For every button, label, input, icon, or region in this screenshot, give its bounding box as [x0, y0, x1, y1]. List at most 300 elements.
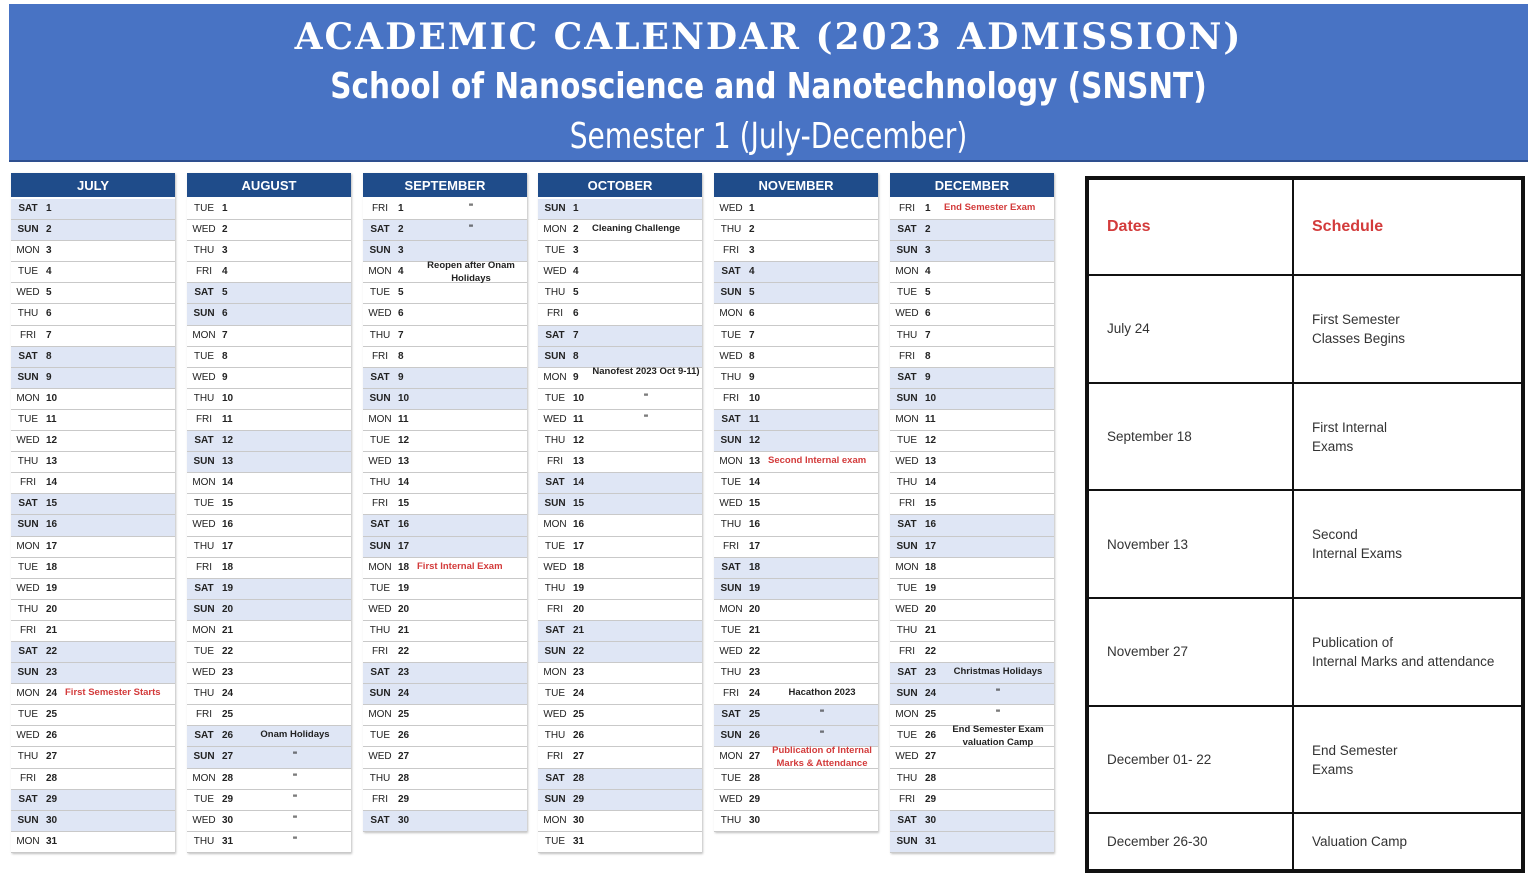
day-number: 5	[573, 287, 579, 299]
day-row	[538, 663, 702, 684]
day-number: 28	[573, 772, 585, 784]
day-number: 1	[398, 203, 404, 214]
day-row	[187, 726, 351, 747]
schedule-column-header: Schedule	[1293, 179, 1522, 275]
weekday-label: WED	[192, 667, 216, 679]
day-number: 6	[749, 308, 755, 320]
weekday-label: SUN	[896, 392, 918, 404]
weekday-label: SUN	[544, 645, 566, 657]
day-event: End Semester Exam valuation Camp	[952, 724, 1044, 749]
weekday-label: THU	[193, 540, 215, 552]
day-row	[538, 832, 702, 853]
day-number: 6	[46, 308, 52, 320]
day-number: 12	[749, 435, 761, 447]
weekday-label: THU	[193, 835, 215, 847]
day-number: 7	[573, 329, 579, 341]
day-row	[187, 790, 351, 811]
day-row	[714, 621, 878, 642]
day-row	[187, 410, 351, 431]
weekday-label: TUE	[897, 730, 917, 742]
schedule-date: November 27	[1088, 598, 1293, 706]
day-number: 4	[925, 266, 931, 278]
schedule-date: December 26-30	[1088, 813, 1293, 870]
day-event: "	[292, 750, 298, 762]
day-row	[11, 621, 175, 642]
weekday-label: SUN	[17, 519, 39, 531]
day-number: 21	[925, 624, 937, 636]
weekday-label: TUE	[545, 688, 565, 700]
day-number: 28	[749, 772, 761, 784]
weekday-label: THU	[193, 688, 215, 700]
day-event: "	[292, 813, 298, 825]
weekday-label: WED	[719, 793, 743, 805]
day-row	[890, 832, 1054, 853]
day-row	[714, 220, 878, 241]
day-number: 22	[925, 645, 937, 657]
weekday-label: TUE	[18, 561, 38, 573]
day-event: Cleaning Challenge	[592, 223, 681, 235]
day-row	[890, 347, 1054, 368]
weekday-label: TUE	[545, 392, 565, 404]
day-number: 21	[749, 624, 761, 636]
day-row	[890, 494, 1054, 515]
day-number: 3	[46, 245, 52, 257]
weekday-label: FRI	[546, 751, 564, 763]
weekday-label: FRI	[546, 308, 564, 320]
day-number: 12	[46, 435, 58, 447]
day-row	[187, 283, 351, 304]
day-row	[363, 283, 527, 304]
day-number: 17	[222, 540, 234, 552]
weekday-label: MON	[719, 751, 743, 763]
weekday-label: SUN	[193, 603, 215, 615]
day-number: 30	[573, 814, 585, 826]
day-row	[11, 220, 175, 241]
day-event: End Semester Exam	[944, 202, 1036, 213]
weekday-label: SUN	[17, 814, 39, 826]
day-row	[890, 684, 1054, 705]
weekday-label: SUN	[544, 793, 566, 805]
day-row	[538, 537, 702, 558]
day-row	[11, 790, 175, 811]
day-number: 17	[749, 540, 761, 552]
day-event: Christmas Holidays	[953, 666, 1043, 678]
weekday-label: SAT	[370, 224, 390, 236]
weekday-label: THU	[720, 224, 742, 236]
day-number: 15	[573, 498, 585, 510]
day-row	[11, 262, 175, 283]
day-number: 3	[573, 245, 579, 257]
day-event: "	[819, 729, 825, 741]
day-number: 10	[398, 392, 410, 404]
weekday-label: WED	[192, 371, 216, 383]
day-number: 2	[222, 224, 228, 236]
schedule-date: September 18	[1088, 383, 1293, 491]
day-row	[187, 832, 351, 853]
day-row	[538, 642, 702, 663]
day-row	[890, 747, 1054, 768]
day-number: 16	[573, 519, 585, 531]
day-number: 22	[222, 645, 234, 657]
weekday-label: WED	[543, 266, 567, 278]
day-row	[890, 368, 1054, 389]
weekday-label: TUE	[545, 245, 565, 257]
weekday-label: MON	[543, 224, 567, 236]
day-number: 8	[398, 350, 404, 362]
weekday-label: TUE	[721, 329, 741, 341]
weekday-label: WED	[719, 350, 743, 362]
day-number: 4	[46, 266, 52, 278]
day-number: 16	[46, 519, 58, 531]
day-number: 13	[749, 456, 761, 468]
day-number: 14	[749, 477, 761, 489]
weekday-label: FRI	[371, 203, 389, 214]
day-number: 20	[222, 603, 234, 615]
day-row	[890, 410, 1054, 431]
day-number: 20	[46, 603, 58, 615]
day-number: 3	[925, 245, 931, 257]
day-row	[714, 452, 878, 473]
day-row	[890, 199, 1054, 220]
weekday-label: SAT	[194, 435, 214, 447]
day-row	[890, 304, 1054, 325]
day-number: 24	[398, 688, 410, 700]
weekday-label: WED	[16, 287, 40, 299]
weekday-label: SAT	[721, 709, 741, 721]
day-row	[363, 347, 527, 368]
weekday-label: WED	[368, 456, 392, 468]
day-row	[363, 705, 527, 726]
day-number: 28	[46, 772, 58, 784]
day-row	[187, 769, 351, 790]
day-row	[363, 389, 527, 410]
weekday-label: FRI	[722, 392, 740, 404]
day-row	[363, 726, 527, 747]
day-row	[187, 473, 351, 494]
day-number: 2	[573, 224, 579, 236]
weekday-label: TUE	[194, 645, 214, 657]
day-event: Second Internal exam	[768, 455, 867, 467]
month-october	[538, 173, 702, 853]
day-row	[538, 452, 702, 473]
day-number: 2	[749, 224, 755, 236]
day-row	[363, 262, 527, 283]
day-number: 29	[46, 793, 58, 805]
day-event: "	[643, 391, 649, 403]
day-row	[363, 431, 527, 452]
weekday-label: THU	[896, 477, 918, 489]
day-row	[11, 431, 175, 452]
weekday-label: MON	[895, 266, 919, 278]
day-row	[538, 283, 702, 304]
weekday-label: WED	[192, 519, 216, 531]
weekday-label: TUE	[897, 435, 917, 447]
weekday-label: WED	[719, 203, 743, 214]
day-row	[890, 515, 1054, 536]
weekday-label: WED	[368, 603, 392, 615]
weekday-label: THU	[544, 287, 566, 299]
weekday-label: FRI	[19, 329, 37, 341]
weekday-label: TUE	[194, 498, 214, 510]
day-number: 24	[749, 688, 761, 700]
day-row	[714, 769, 878, 790]
weekday-label: SUN	[896, 835, 918, 847]
day-number: 23	[222, 667, 234, 679]
day-number: 5	[46, 287, 52, 299]
day-number: 3	[398, 245, 404, 257]
day-row	[890, 600, 1054, 621]
day-row	[187, 326, 351, 347]
weekday-label: SAT	[721, 413, 741, 425]
day-number: 13	[573, 456, 585, 468]
weekday-label: FRI	[722, 245, 740, 257]
day-number: 24	[222, 688, 234, 700]
day-row	[714, 262, 878, 283]
weekday-label: MON	[192, 477, 216, 489]
day-row	[11, 241, 175, 262]
day-row	[890, 241, 1054, 262]
day-row	[11, 663, 175, 684]
day-row	[890, 220, 1054, 241]
weekday-label: WED	[16, 435, 40, 447]
weekday-label: THU	[720, 371, 742, 383]
day-row	[538, 811, 702, 832]
day-number: 16	[398, 519, 410, 531]
schedule-event: Valuation Camp	[1293, 813, 1522, 870]
day-row	[11, 368, 175, 389]
day-row	[187, 304, 351, 325]
day-row	[363, 220, 527, 241]
day-number: 7	[398, 329, 404, 341]
day-number: 29	[749, 793, 761, 805]
day-number: 8	[573, 350, 579, 362]
weekday-label: FRI	[195, 561, 213, 573]
day-number: 4	[398, 266, 404, 278]
day-event: Publication of Internal Marks & Attendance	[772, 745, 872, 770]
day-row	[714, 410, 878, 431]
weekday-label: WED	[895, 308, 919, 320]
day-row	[11, 326, 175, 347]
day-number: 19	[46, 582, 58, 594]
day-row	[890, 726, 1054, 747]
day-row	[11, 769, 175, 790]
day-row	[538, 473, 702, 494]
day-number: 25	[46, 709, 58, 721]
weekday-label: TUE	[194, 350, 214, 362]
day-number: 11	[925, 413, 936, 425]
day-row	[187, 579, 351, 600]
weekday-label: SUN	[369, 245, 391, 257]
month-november	[714, 173, 878, 832]
day-number: 10	[925, 392, 937, 404]
weekday-label: TUE	[721, 477, 741, 489]
weekday-label: SUN	[896, 688, 918, 700]
day-row	[538, 199, 702, 220]
day-row	[363, 515, 527, 536]
weekday-label: SUN	[720, 435, 742, 447]
day-event: Reopen after Onam Holidays	[427, 260, 515, 285]
weekday-label: THU	[720, 814, 742, 826]
day-row	[714, 494, 878, 515]
day-number: 11	[749, 413, 760, 425]
day-row	[538, 304, 702, 325]
day-row	[714, 642, 878, 663]
weekday-label: SUN	[17, 667, 39, 679]
schedule-row	[1088, 813, 1522, 870]
weekday-label: MON	[543, 371, 567, 383]
day-row	[11, 473, 175, 494]
day-row	[187, 663, 351, 684]
day-number: 11	[573, 413, 584, 425]
day-row	[187, 262, 351, 283]
day-number: 17	[398, 540, 410, 552]
day-number: 24	[573, 688, 585, 700]
day-number: 29	[222, 793, 234, 805]
day-row	[890, 473, 1054, 494]
weekday-label: MON	[719, 456, 743, 468]
day-number: 27	[925, 751, 937, 763]
weekday-label: THU	[193, 245, 215, 257]
day-number: 23	[749, 667, 761, 679]
schedule-row	[1088, 383, 1522, 491]
day-number: 26	[46, 730, 58, 742]
weekday-label: MON	[368, 413, 392, 425]
weekday-label: TUE	[194, 203, 214, 214]
day-number: 5	[222, 287, 228, 299]
day-number: 8	[925, 350, 931, 362]
weekday-label: SAT	[721, 266, 741, 278]
day-number: 18	[398, 561, 410, 573]
day-number: 18	[925, 561, 937, 573]
weekday-label: FRI	[898, 498, 916, 510]
day-row	[11, 389, 175, 410]
schedule-event: First Semester Classes Begins	[1293, 275, 1522, 383]
day-number: 10	[46, 392, 58, 404]
day-event: Onam Holidays	[260, 729, 330, 741]
weekday-label: THU	[896, 624, 918, 636]
day-row	[890, 663, 1054, 684]
day-number: 19	[749, 582, 761, 594]
day-row	[363, 473, 527, 494]
day-number: 14	[46, 477, 58, 489]
calendar-title: ACADEMIC CALENDAR (2023 ADMISSION)	[294, 16, 1243, 58]
weekday-label: TUE	[18, 266, 38, 278]
month-header: AUGUST	[187, 173, 351, 199]
day-row	[187, 199, 351, 220]
weekday-label: THU	[369, 477, 391, 489]
day-row	[11, 811, 175, 832]
day-number: 1	[46, 203, 52, 214]
weekday-label: MON	[895, 561, 919, 573]
day-number: 9	[222, 371, 228, 383]
day-number: 27	[46, 751, 58, 763]
weekday-label: MON	[16, 835, 40, 847]
day-row	[890, 811, 1054, 832]
day-row	[890, 326, 1054, 347]
schedule-event: First Internal Exams	[1293, 383, 1522, 491]
day-number: 19	[573, 582, 585, 594]
day-number: 19	[222, 582, 234, 594]
day-row	[538, 365, 702, 389]
day-event: Nanofest 2023 Oct 9-11)	[592, 365, 700, 377]
day-row	[363, 368, 527, 389]
weekday-label: FRI	[371, 498, 389, 510]
day-row	[538, 790, 702, 811]
day-number: 26	[749, 730, 761, 742]
weekday-label: FRI	[195, 413, 213, 425]
schedule-event: Publication of Internal Marks and attendance	[1293, 598, 1522, 706]
day-event: "	[643, 412, 649, 424]
day-number: 27	[573, 751, 585, 763]
day-number: 28	[222, 772, 234, 784]
month-september	[363, 173, 527, 832]
weekday-label: SUN	[720, 582, 742, 594]
day-number: 21	[573, 624, 585, 636]
day-row	[714, 747, 878, 768]
weekday-label: SUN	[896, 540, 918, 552]
day-row	[363, 663, 527, 684]
weekday-label: TUE	[18, 413, 38, 425]
day-row	[890, 642, 1054, 663]
day-number: 31	[925, 835, 937, 847]
weekday-label: SAT	[897, 224, 917, 236]
weekday-label: FRI	[546, 456, 564, 468]
day-number: 21	[222, 624, 234, 636]
day-number: 2	[925, 224, 931, 236]
weekday-label: FRI	[371, 645, 389, 657]
weekday-label: SUN	[896, 245, 918, 257]
day-number: 27	[398, 751, 410, 763]
day-number: 6	[925, 308, 931, 320]
day-row	[11, 747, 175, 768]
day-row	[187, 368, 351, 389]
day-number: 26	[222, 730, 234, 742]
weekday-label: THU	[193, 392, 215, 404]
day-number: 1	[573, 203, 579, 214]
day-row	[890, 621, 1054, 642]
day-number: 30	[46, 814, 58, 826]
day-number: 5	[749, 287, 755, 299]
month-header: NOVEMBER	[714, 173, 878, 199]
day-number: 14	[573, 477, 585, 489]
day-number: 17	[46, 540, 58, 552]
day-number: 29	[925, 793, 937, 805]
day-number: 30	[398, 814, 410, 826]
day-number: 1	[749, 203, 755, 214]
weekday-label: SAT	[370, 667, 390, 679]
day-number: 21	[398, 624, 410, 636]
day-row	[538, 431, 702, 452]
day-number: 16	[222, 519, 234, 531]
weekday-label: FRI	[19, 624, 37, 636]
weekday-label: THU	[544, 435, 566, 447]
weekday-label: SAT	[370, 814, 390, 826]
weekday-label: TUE	[18, 709, 38, 721]
day-row	[363, 558, 527, 579]
day-row	[714, 684, 878, 705]
day-number: 22	[46, 645, 58, 657]
month-july	[11, 173, 175, 853]
day-row	[714, 368, 878, 389]
day-row	[187, 431, 351, 452]
weekday-label: WED	[895, 456, 919, 468]
weekday-label: WED	[543, 413, 567, 425]
day-event: First Internal Exam	[417, 560, 503, 572]
day-number: 25	[925, 709, 937, 721]
day-number: 21	[46, 624, 58, 636]
schedule-date: December 01- 22	[1088, 706, 1293, 814]
weekday-label: THU	[17, 308, 39, 320]
